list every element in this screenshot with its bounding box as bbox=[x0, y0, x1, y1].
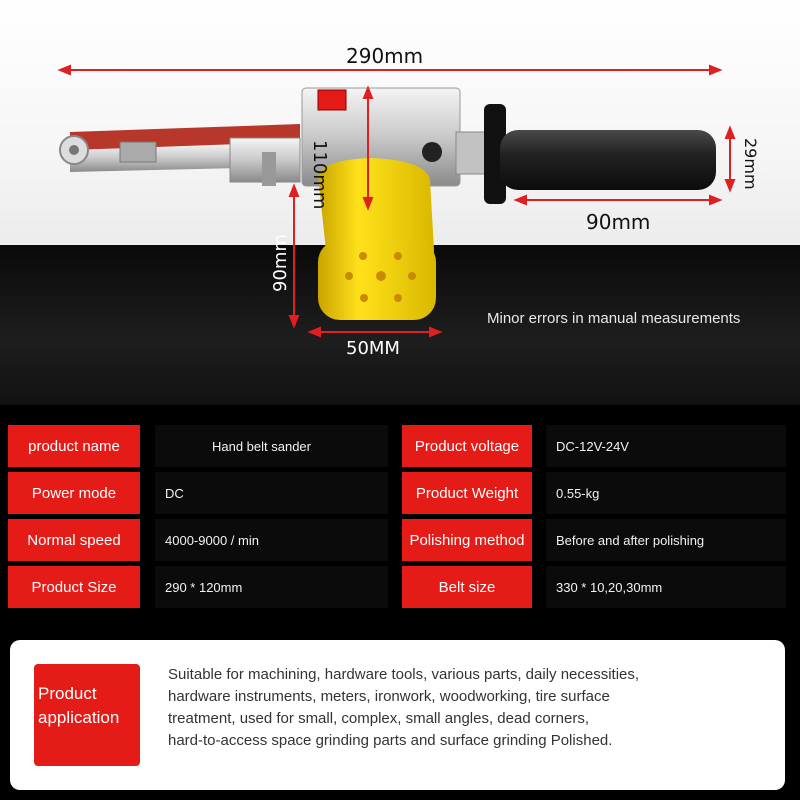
handle-diameter-label: 29mm bbox=[741, 138, 760, 190]
specification-table bbox=[0, 420, 800, 620]
spec-label: Polishing method bbox=[402, 519, 532, 561]
spec-value: 4000-9000 / min bbox=[155, 519, 388, 561]
application-line: hard-to-access space grinding parts and surface grinding Polished. bbox=[168, 732, 613, 749]
application-label-line2: application bbox=[38, 708, 120, 727]
height-label: 110mm bbox=[309, 140, 330, 210]
spec-value: 330 * 10,20,30mm bbox=[546, 566, 786, 608]
spec-label: product name bbox=[8, 425, 140, 467]
spec-label: Product Weight bbox=[402, 472, 532, 514]
motor-height-label: 90mm bbox=[270, 234, 291, 292]
power-switch-icon bbox=[318, 90, 346, 110]
application-line: treatment, used for small, complex, small angles, dead corners, bbox=[168, 710, 590, 727]
spec-value: Hand belt sander bbox=[155, 425, 388, 467]
sanding-belt-arm-icon bbox=[60, 124, 300, 186]
application-label bbox=[34, 664, 140, 766]
spec-label: Product Size bbox=[8, 566, 140, 608]
application-line: Suitable for machining, hardware tools, various parts, daily necessities, bbox=[168, 666, 640, 683]
spec-value: Before and after polishing bbox=[546, 519, 786, 561]
handle-length-label: 90mm bbox=[586, 210, 651, 234]
spec-label: Product voltage bbox=[402, 425, 532, 467]
spec-label: Normal speed bbox=[8, 519, 140, 561]
application-panel bbox=[10, 640, 785, 790]
spec-value: 290 * 120mm bbox=[155, 566, 388, 608]
total-length-label: 290mm bbox=[346, 44, 424, 68]
motor-width-label: 50MM bbox=[346, 338, 400, 359]
application-description bbox=[168, 664, 768, 752]
spec-value: DC bbox=[155, 472, 388, 514]
handle-grip-icon bbox=[484, 104, 716, 204]
motor-housing-icon bbox=[318, 158, 436, 320]
spec-value: 0.55-kg bbox=[546, 472, 786, 514]
application-label-line1: Product bbox=[38, 684, 97, 703]
spec-label: Belt size bbox=[402, 566, 532, 608]
application-line: hardware instruments, meters, ironwork, woodworking, tire surface bbox=[168, 688, 610, 705]
spec-label: Power mode bbox=[8, 472, 140, 514]
measurement-note: Minor errors in manual measurements bbox=[487, 310, 741, 327]
spec-value: DC-12V-24V bbox=[546, 425, 786, 467]
